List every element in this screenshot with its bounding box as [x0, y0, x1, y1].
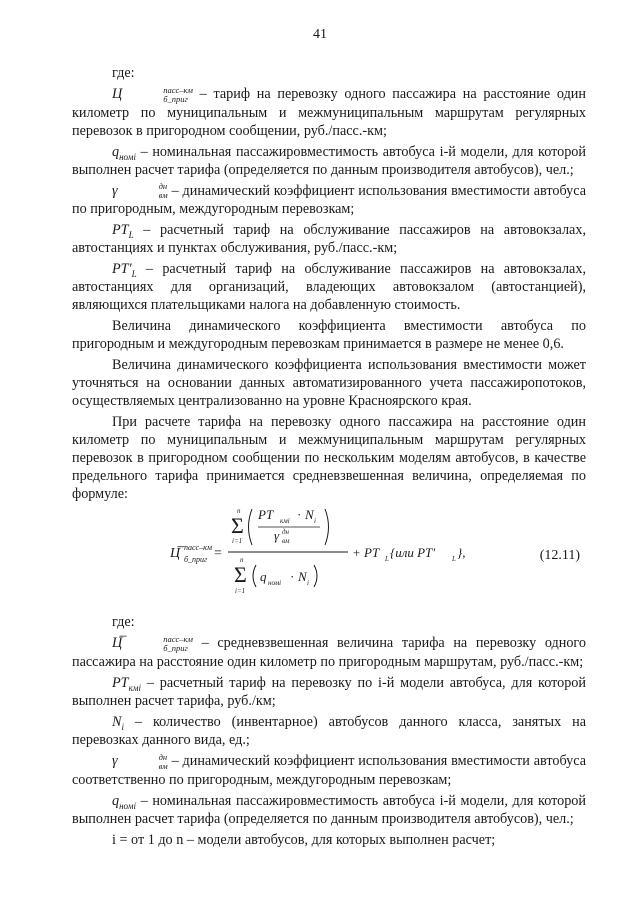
formula-plus-pt-sub: L: [385, 555, 389, 564]
equation-number: (12.11): [539, 548, 580, 564]
formula-equals: =: [214, 546, 222, 562]
definition-capacity: $q_{номi}$ – номинальная пассажировместимость автобуса i-й модели, для которой выполнен расчет тарифа (определяется по данным производителя автобусов), чел.;: [72, 143, 586, 178]
where-label-2: где:: [112, 614, 135, 631]
paren-right-lower: [314, 565, 317, 587]
paragraph-weighted-tariff: При расчете тарифа на перевозку одного пассажира на расстояние один километр по муниципальным и межмуниципальным маршрутам регулярных перевозок в пригородном сообщении по нескольким моделям автобусов, в качестве предельного тарифа принимается средневзвешенная величина, определяемая по формуле:: [72, 414, 586, 503]
formula-c-bar: Ц̅: [170, 546, 181, 562]
definition-i-range: i = от 1 до n – модели автобусов, для которых выполнен расчет;: [112, 831, 496, 848]
symbol-pt-l: $PT_L$: [112, 222, 134, 241]
definition-tariff: Ц пасс–км б_приг – тариф на перевозку одного пассажира на расстояние один километр по муниципальным и межмуниципальным маршрутам регулярных перевозок в пригородном сообщении, руб./пасс.-км;: [72, 84, 586, 139]
definition-n-i: $N_i$ – количество (инвентарное) автобусов данного класса, занятых на перевозках данного вида, ед.;: [72, 714, 586, 749]
formula-or-pt-sub: L: [452, 555, 456, 564]
where-label-1: где:: [112, 65, 135, 81]
definition-q-nom-2: $q_{номi}$ – номинальная пассажировместимость автобуса i-й модели, для которой выполнен расчет тарифа (определяется по данным производителя автобусов), чел.;: [72, 792, 586, 827]
paragraph-coef-min: Величина динамического коэффициента вместимости автобуса по пригородным и междугородным перевозкам принимается в размере не менее 0,6.: [72, 318, 586, 353]
paren-left-upper: [249, 509, 253, 545]
lower-n-sub: i: [307, 579, 309, 588]
formula-close: },: [457, 545, 466, 561]
symbol-c-bar: Ц̅ пасс–км б_приг: [112, 634, 193, 654]
symbol-pt-kmi: $PT_{кмi}$: [112, 675, 142, 694]
symbol-tariff: Ц пасс–км б_приг: [112, 84, 193, 104]
denominator-gamma: γ: [274, 528, 280, 544]
page-number: 41: [313, 27, 327, 42]
formula-12-11: [72, 507, 586, 607]
formula-c-sub: б_приг: [184, 555, 208, 565]
symbol-q-nom-2: $q_{номi}$: [112, 792, 136, 811]
formula-plus-pt: + PT: [352, 545, 380, 561]
lower-n: N: [298, 569, 307, 585]
lower-q-sub: номi: [268, 579, 282, 588]
numerator-pt-sub: кмi: [280, 517, 290, 526]
numerator-dot: ·: [297, 507, 302, 523]
sum-top-lower: n: [240, 556, 244, 565]
sum-bottom-lower: i=1: [235, 587, 246, 596]
sum-sign-upper: Σ: [231, 513, 244, 539]
definition-dynamic-coef: γ дн вм – динамический коэффициент использования вместимости автобуса по пригородным, междугородным перевозкам;: [72, 181, 586, 218]
symbol-gamma-2: γ дн вм: [112, 751, 168, 771]
definition-pt-l-prime: $PT'_L$ – расчетный тариф на обслуживание пассажиров на автовокзалах, автостанциях для организаций, владеющих автовокзалом (автостанцией), являющихся плательщиками налога на добавленную стоимость.: [72, 261, 586, 314]
numerator-n: N: [305, 507, 314, 523]
sum-sign-lower: Σ: [234, 562, 247, 588]
page-content: [72, 64, 586, 849]
sum-bottom-upper: i=1: [232, 537, 243, 546]
formula-c-sup: пасс–км: [184, 543, 212, 553]
denominator-gamma-sup: дн: [282, 528, 290, 537]
formula-graphic: [72, 507, 586, 607]
formula-or-pt: {или PT': [390, 545, 436, 561]
lower-q: q: [260, 569, 267, 585]
numerator-n-sub: i: [314, 517, 316, 526]
definition-pt-kmi: $PT_{кмi}$ – расчетный тариф на перевозку по i-й модели автобуса, для которой выполнен расчет тарифа, руб./км;: [72, 675, 586, 710]
paragraph-coef-refine: Величина динамического коэффициента использования вместимости может уточняться на основании данных автоматизированного учета пассажиропотоков, осуществляемых централизованно на уровне Красноярского края.: [72, 357, 586, 410]
numerator-pt: PT: [258, 507, 274, 523]
lower-dot: ·: [290, 569, 295, 585]
definition-pt-l: $PT_L$ – расчетный тариф на обслуживание пассажиров на автовокзалах, автостанциях и пунктах обслуживания, руб./пасс.-км;: [72, 222, 586, 257]
symbol-pt-l-prime: $PT'_L$: [112, 261, 137, 280]
symbol-n-i: $N_i$: [112, 714, 124, 733]
paren-left-lower: [253, 565, 256, 587]
definition-weighted-tariff: Ц̅ пасс–км б_приг – средневзвешенная величина тарифа на перевозку одного пассажира на расстояние один километр по пригородным маршрутам, руб./пасс.-км;: [72, 634, 586, 671]
definition-gamma-2: γ дн вм – динамический коэффициент использования вместимости автобуса соответственно по пригородным, междугородным перевозкам;: [72, 751, 586, 788]
denominator-gamma-sub: вм: [282, 537, 290, 546]
paren-right-upper: [325, 509, 329, 545]
symbol-q-nom: $q_{номi}$: [112, 143, 136, 162]
sum-top-upper: n: [237, 507, 241, 516]
symbol-gamma: γ дн вм: [112, 181, 168, 201]
